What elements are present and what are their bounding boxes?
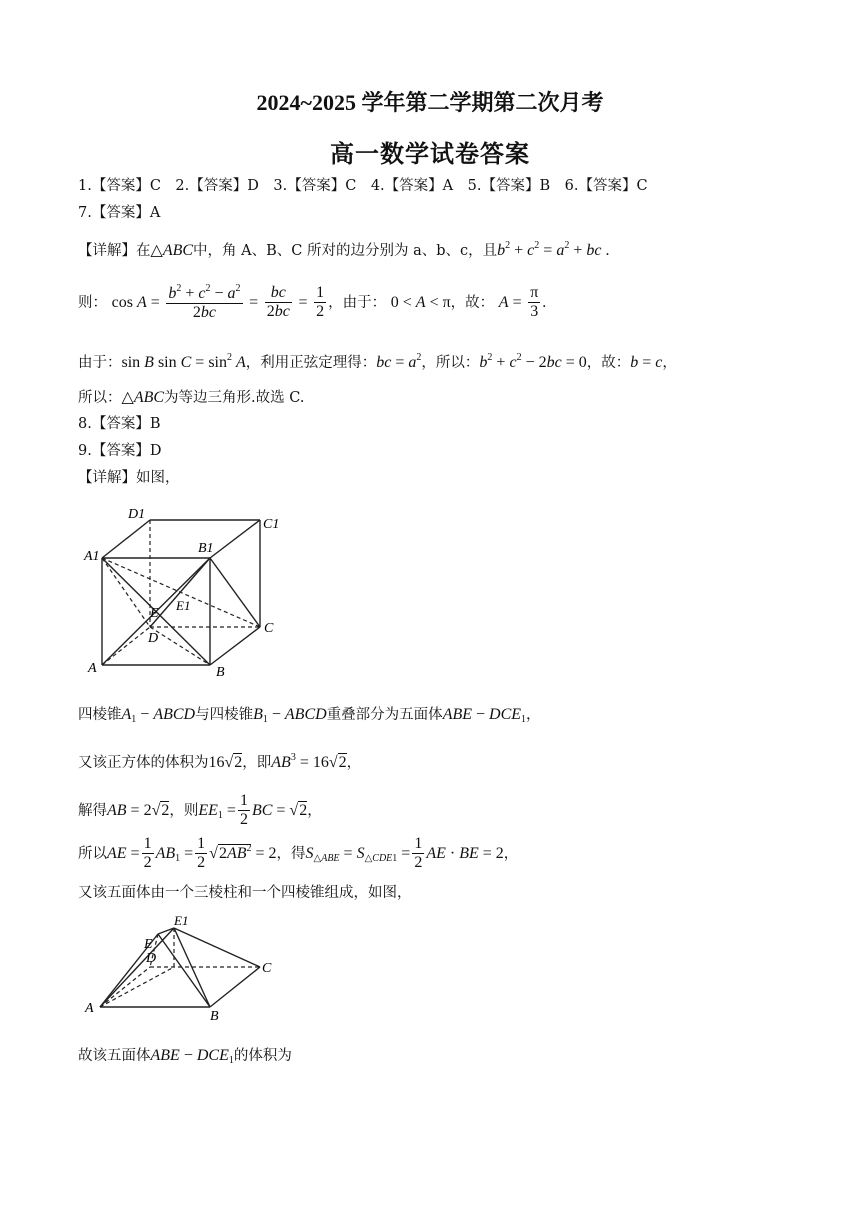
label-B1: B1 bbox=[198, 541, 214, 556]
label-C1: C1 bbox=[263, 517, 280, 532]
q7-conclusion: 所以：△ABC为等边三角形.故选 C. bbox=[78, 389, 305, 406]
label-B: B bbox=[210, 1009, 219, 1024]
label-D: D bbox=[148, 631, 159, 646]
answer-7: 7.【答案】A bbox=[78, 205, 161, 221]
answer-9: 9.【答案】D bbox=[78, 443, 162, 459]
page-title: 2024~2025 学年第二学期第二次月考 bbox=[256, 90, 604, 115]
label-C: C bbox=[262, 961, 272, 976]
q7-detail-line: 【详解】在△ABC中，角 A、B、C 所对的边分别为 a、b、c，且$b^2 + c^2 = a^2$ + bc . bbox=[78, 240, 610, 259]
label-E1: E1 bbox=[174, 913, 189, 928]
label-C: C bbox=[264, 621, 274, 636]
label-D1: D1 bbox=[128, 507, 146, 522]
q7-sine-line: 由于：sin B $\sin C = \sin^2 A$，利用正弦定理得：bc = $a^2$，所以：$b^2 + c^2 - 2bc = 0$，故：b = c， bbox=[78, 352, 677, 371]
answers-1-6: 1.【答案】C 2.【答案】D 3.【答案】C 4.【答案】A 5.【答案】B 6.【答案】C bbox=[78, 178, 648, 194]
label-E: E bbox=[144, 937, 153, 952]
q9-detail: 【详解】如图， bbox=[78, 470, 180, 486]
answer-8: 8.【答案】B bbox=[78, 416, 161, 432]
page-subtitle: 高一数学试卷答案 bbox=[330, 142, 530, 168]
label-A1: A1 bbox=[84, 549, 100, 564]
label-B: B bbox=[216, 665, 225, 680]
q9-para-3: 解得AB = 2√2，则$EE_1$ = $\frac{1}{2}$ BC = √2， bbox=[78, 792, 322, 829]
q7-cos-line: 则： cos A = $\frac{b^2 + c^2 - a^2}{2bc}$ = $\frac{bc}{2bc}$ = $\frac{1}{2}$ ，由于： 0 < A < π，故： A = $\frac{\pi}{3}$ . bbox=[78, 283, 547, 322]
q9-para-2: 又该正方体的体积为16√2，即$AB^3 = 16√2$， bbox=[78, 752, 362, 771]
pentahedron-figure bbox=[80, 912, 280, 1027]
label-D: D bbox=[146, 951, 157, 966]
q9-para-1: 四棱锥$A_1$ − ABCD与四棱锥$B_1$ − ABCD重叠部分为五面体ABE − $DCE_1$， bbox=[78, 706, 541, 725]
label-E: E bbox=[150, 606, 159, 621]
label-E1: E1 bbox=[176, 598, 191, 613]
label-A: A bbox=[85, 1001, 94, 1016]
q9-para-6: 故该五面体ABE − $DCE_1$的体积为 bbox=[78, 1047, 292, 1066]
cube-figure bbox=[80, 500, 295, 690]
q9-para-4: 所以AE = $\frac{1}{2}$ $AB_1$ = $\frac{1}{2}$ $√2AB^2 = 2$，得$S_{\triangle ABE} = S_{\triangle CDE1}$ = $\frac{1}{2}$ AE · BE = 2， bbox=[78, 835, 519, 872]
label-A: A bbox=[88, 661, 97, 676]
q9-para-5: 又该五面体由一个三棱柱和一个四棱锥组成，如图， bbox=[78, 885, 412, 901]
